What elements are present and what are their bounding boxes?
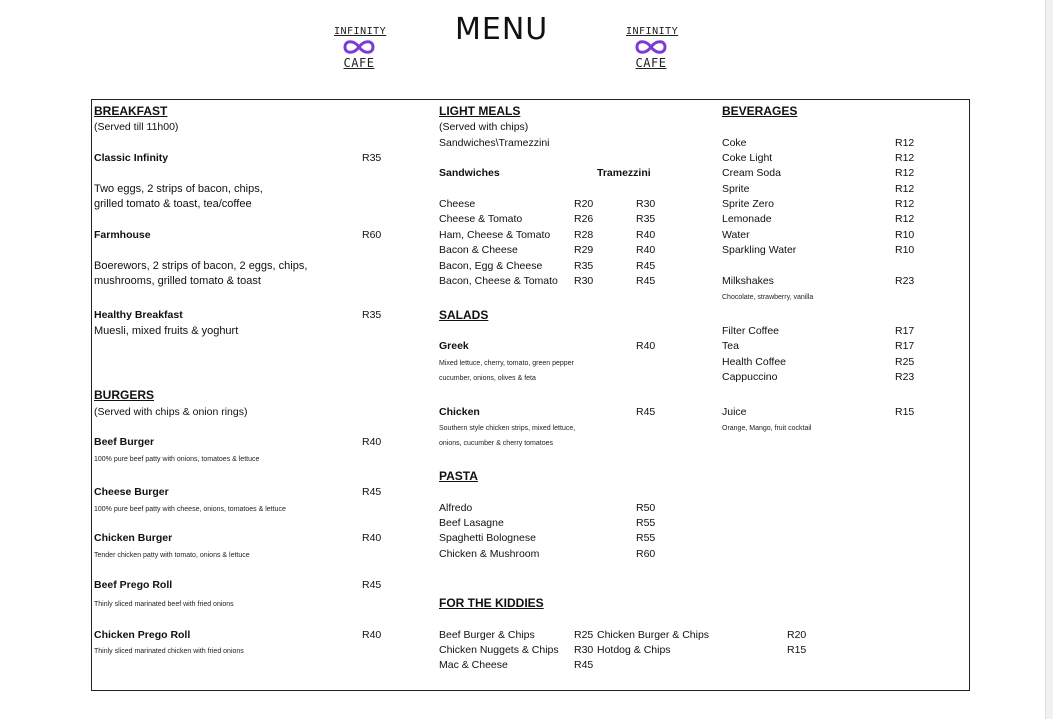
infinity-icon <box>342 39 376 55</box>
item-price: R20 <box>574 198 594 210</box>
item-price: R10 <box>895 229 915 241</box>
item-name: Filter Coffee <box>722 325 779 337</box>
item-price: R45 <box>362 486 382 498</box>
item-name: Beef Burger <box>94 436 155 448</box>
item-price: R23 <box>895 275 915 287</box>
light-meals-note: (Served with chips) <box>439 121 529 133</box>
item-desc: Orange, Mango, fruit cocktail <box>722 425 812 432</box>
item-name: Coke <box>722 137 747 149</box>
page-title: MENU <box>455 12 549 47</box>
item-name: Beef Burger & Chips <box>439 629 535 641</box>
item-desc: Mixed lettuce, cherry, tomato, green pepper <box>439 360 574 367</box>
item-name: Bacon, Egg & Cheese <box>439 260 543 272</box>
item-name: Chicken & Mushroom <box>439 548 540 560</box>
item-price: R45 <box>636 260 656 272</box>
item-name: Lemonade <box>722 213 772 225</box>
item-name: Healthy Breakfast <box>94 309 183 321</box>
item-name: Chicken Prego Roll <box>94 629 191 641</box>
item-price: R15 <box>787 644 807 656</box>
item-name: Classic Infinity <box>94 152 169 164</box>
item-desc: onions, cucumber & cherry tomatoes <box>439 440 553 447</box>
item-price: R28 <box>574 229 594 241</box>
item-price: R12 <box>895 137 915 149</box>
item-price: R60 <box>636 548 656 560</box>
burgers-heading: BURGERS <box>94 388 155 402</box>
salads-heading: SALADS <box>439 308 489 322</box>
item-name: Water <box>722 229 750 241</box>
item-price: R45 <box>574 659 594 671</box>
item-price: R12 <box>895 152 915 164</box>
item-price: R29 <box>574 244 594 256</box>
item-desc: 100% pure beef patty with onions, tomatoes & lettuce <box>94 456 260 463</box>
item-name: Chicken Nuggets & Chips <box>439 644 559 656</box>
item-name: Sparkling Water <box>722 244 797 256</box>
light-meals-heading: LIGHT MEALS <box>439 104 521 118</box>
logo-top-text: INFINITY <box>626 26 679 37</box>
item-desc: Two eggs, 2 strips of bacon, chips, <box>94 183 263 195</box>
item-name: Cheese & Tomato <box>439 213 523 225</box>
item-price: R45 <box>362 579 382 591</box>
item-price: R20 <box>787 629 807 641</box>
infinity-icon <box>634 39 668 55</box>
item-name: Chicken Burger <box>94 532 173 544</box>
item-name: Juice <box>722 406 747 418</box>
item-name: Chicken <box>439 406 480 418</box>
item-desc: Muesli, mixed fruits & yoghurt <box>94 325 239 337</box>
item-price: R25 <box>574 629 594 641</box>
item-price: R40 <box>362 629 382 641</box>
item-name: Sprite Zero <box>722 198 774 210</box>
item-price: R25 <box>895 356 915 368</box>
breakfast-heading: BREAKFAST <box>94 104 168 118</box>
page-edge-scrollbar <box>1045 0 1053 719</box>
item-name: Beef Prego Roll <box>94 579 173 591</box>
item-price: R30 <box>574 275 594 287</box>
column-header-tramezzini: Tramezzini <box>597 167 651 179</box>
item-name: Alfredo <box>439 502 473 514</box>
logo-bottom-text: CAFE <box>635 56 667 70</box>
item-price: R55 <box>636 517 656 529</box>
item-name: Bacon & Cheese <box>439 244 518 256</box>
item-desc: Thinly sliced marinated beef with fried onions <box>94 601 234 608</box>
item-price: R12 <box>895 183 915 195</box>
item-price: R12 <box>895 167 915 179</box>
item-name: Milkshakes <box>722 275 774 287</box>
item-price: R50 <box>636 502 656 514</box>
kiddies-heading: FOR THE KIDDIES <box>439 596 544 610</box>
item-name: Farmhouse <box>94 229 151 241</box>
infinity-cafe-logo-right <box>626 26 679 72</box>
infinity-cafe-logo-left <box>334 26 387 72</box>
item-price: R17 <box>895 340 915 352</box>
item-name: Spaghetti Bolognese <box>439 532 536 544</box>
item-name: Cheese Burger <box>94 486 169 498</box>
item-price: R40 <box>636 229 656 241</box>
item-price: R35 <box>574 260 594 272</box>
item-name: Hotdog & Chips <box>597 644 671 656</box>
item-desc: Southern style chicken strips, mixed lettuce, <box>439 425 576 432</box>
item-price: R40 <box>636 244 656 256</box>
burgers-note: (Served with chips & onion rings) <box>94 406 248 418</box>
item-desc: grilled tomato & toast, tea/coffee <box>94 198 252 210</box>
item-name: Cream Soda <box>722 167 781 179</box>
item-price: R17 <box>895 325 915 337</box>
item-price: R45 <box>636 406 656 418</box>
item-desc: 100% pure beef patty with cheese, onions, tomatoes & lettuce <box>94 506 286 513</box>
pasta-heading: PASTA <box>439 469 478 483</box>
item-price: R40 <box>636 340 656 352</box>
logo-top-text: INFINITY <box>334 26 387 37</box>
item-desc: mushrooms, grilled tomato & toast <box>94 275 261 287</box>
item-name: Tea <box>722 340 739 352</box>
item-desc: Chocolate, strawberry, vanilla <box>722 294 814 301</box>
item-name: Greek <box>439 340 469 352</box>
item-price: R12 <box>895 213 915 225</box>
item-name: Sprite <box>722 183 750 195</box>
item-name: Chicken Burger & Chips <box>597 629 710 641</box>
item-desc: Thinly sliced marinated chicken with fried onions <box>94 648 244 655</box>
item-price: R35 <box>362 309 382 321</box>
item-price: R30 <box>574 644 594 656</box>
item-price: R23 <box>895 371 915 383</box>
item-name: Beef Lasagne <box>439 517 504 529</box>
column-header-sandwiches: Sandwiches <box>439 167 500 179</box>
item-price: R40 <box>362 532 382 544</box>
logo-bottom-text: CAFE <box>343 56 375 70</box>
item-price: R35 <box>636 213 656 225</box>
item-name: Cappuccino <box>722 371 778 383</box>
item-price: R60 <box>362 229 382 241</box>
item-name: Cheese <box>439 198 476 210</box>
item-price: R55 <box>636 532 656 544</box>
item-name: Coke Light <box>722 152 773 164</box>
item-desc: Boerewors, 2 strips of bacon, 2 eggs, chips, <box>94 260 308 272</box>
item-price: R26 <box>574 213 594 225</box>
item-name: Bacon, Cheese & Tomato <box>439 275 558 287</box>
item-price: R12 <box>895 198 915 210</box>
item-desc: Tender chicken patty with tomato, onions & lettuce <box>94 552 250 559</box>
breakfast-note: (Served till 11h00) <box>94 121 179 133</box>
item-price: R40 <box>362 436 382 448</box>
item-name: Health Coffee <box>722 356 787 368</box>
item-price: R35 <box>362 152 382 164</box>
item-price: R10 <box>895 244 915 256</box>
beverages-heading: BEVERAGES <box>722 104 798 118</box>
light-meals-sub: Sandwiches\Tramezzini <box>439 137 550 149</box>
item-price: R45 <box>636 275 656 287</box>
item-name: Mac & Cheese <box>439 659 508 671</box>
item-desc: cucumber, onions, olives & feta <box>439 375 536 382</box>
item-price: R30 <box>636 198 656 210</box>
item-name: Ham, Cheese & Tomato <box>439 229 551 241</box>
item-price: R15 <box>895 406 915 418</box>
